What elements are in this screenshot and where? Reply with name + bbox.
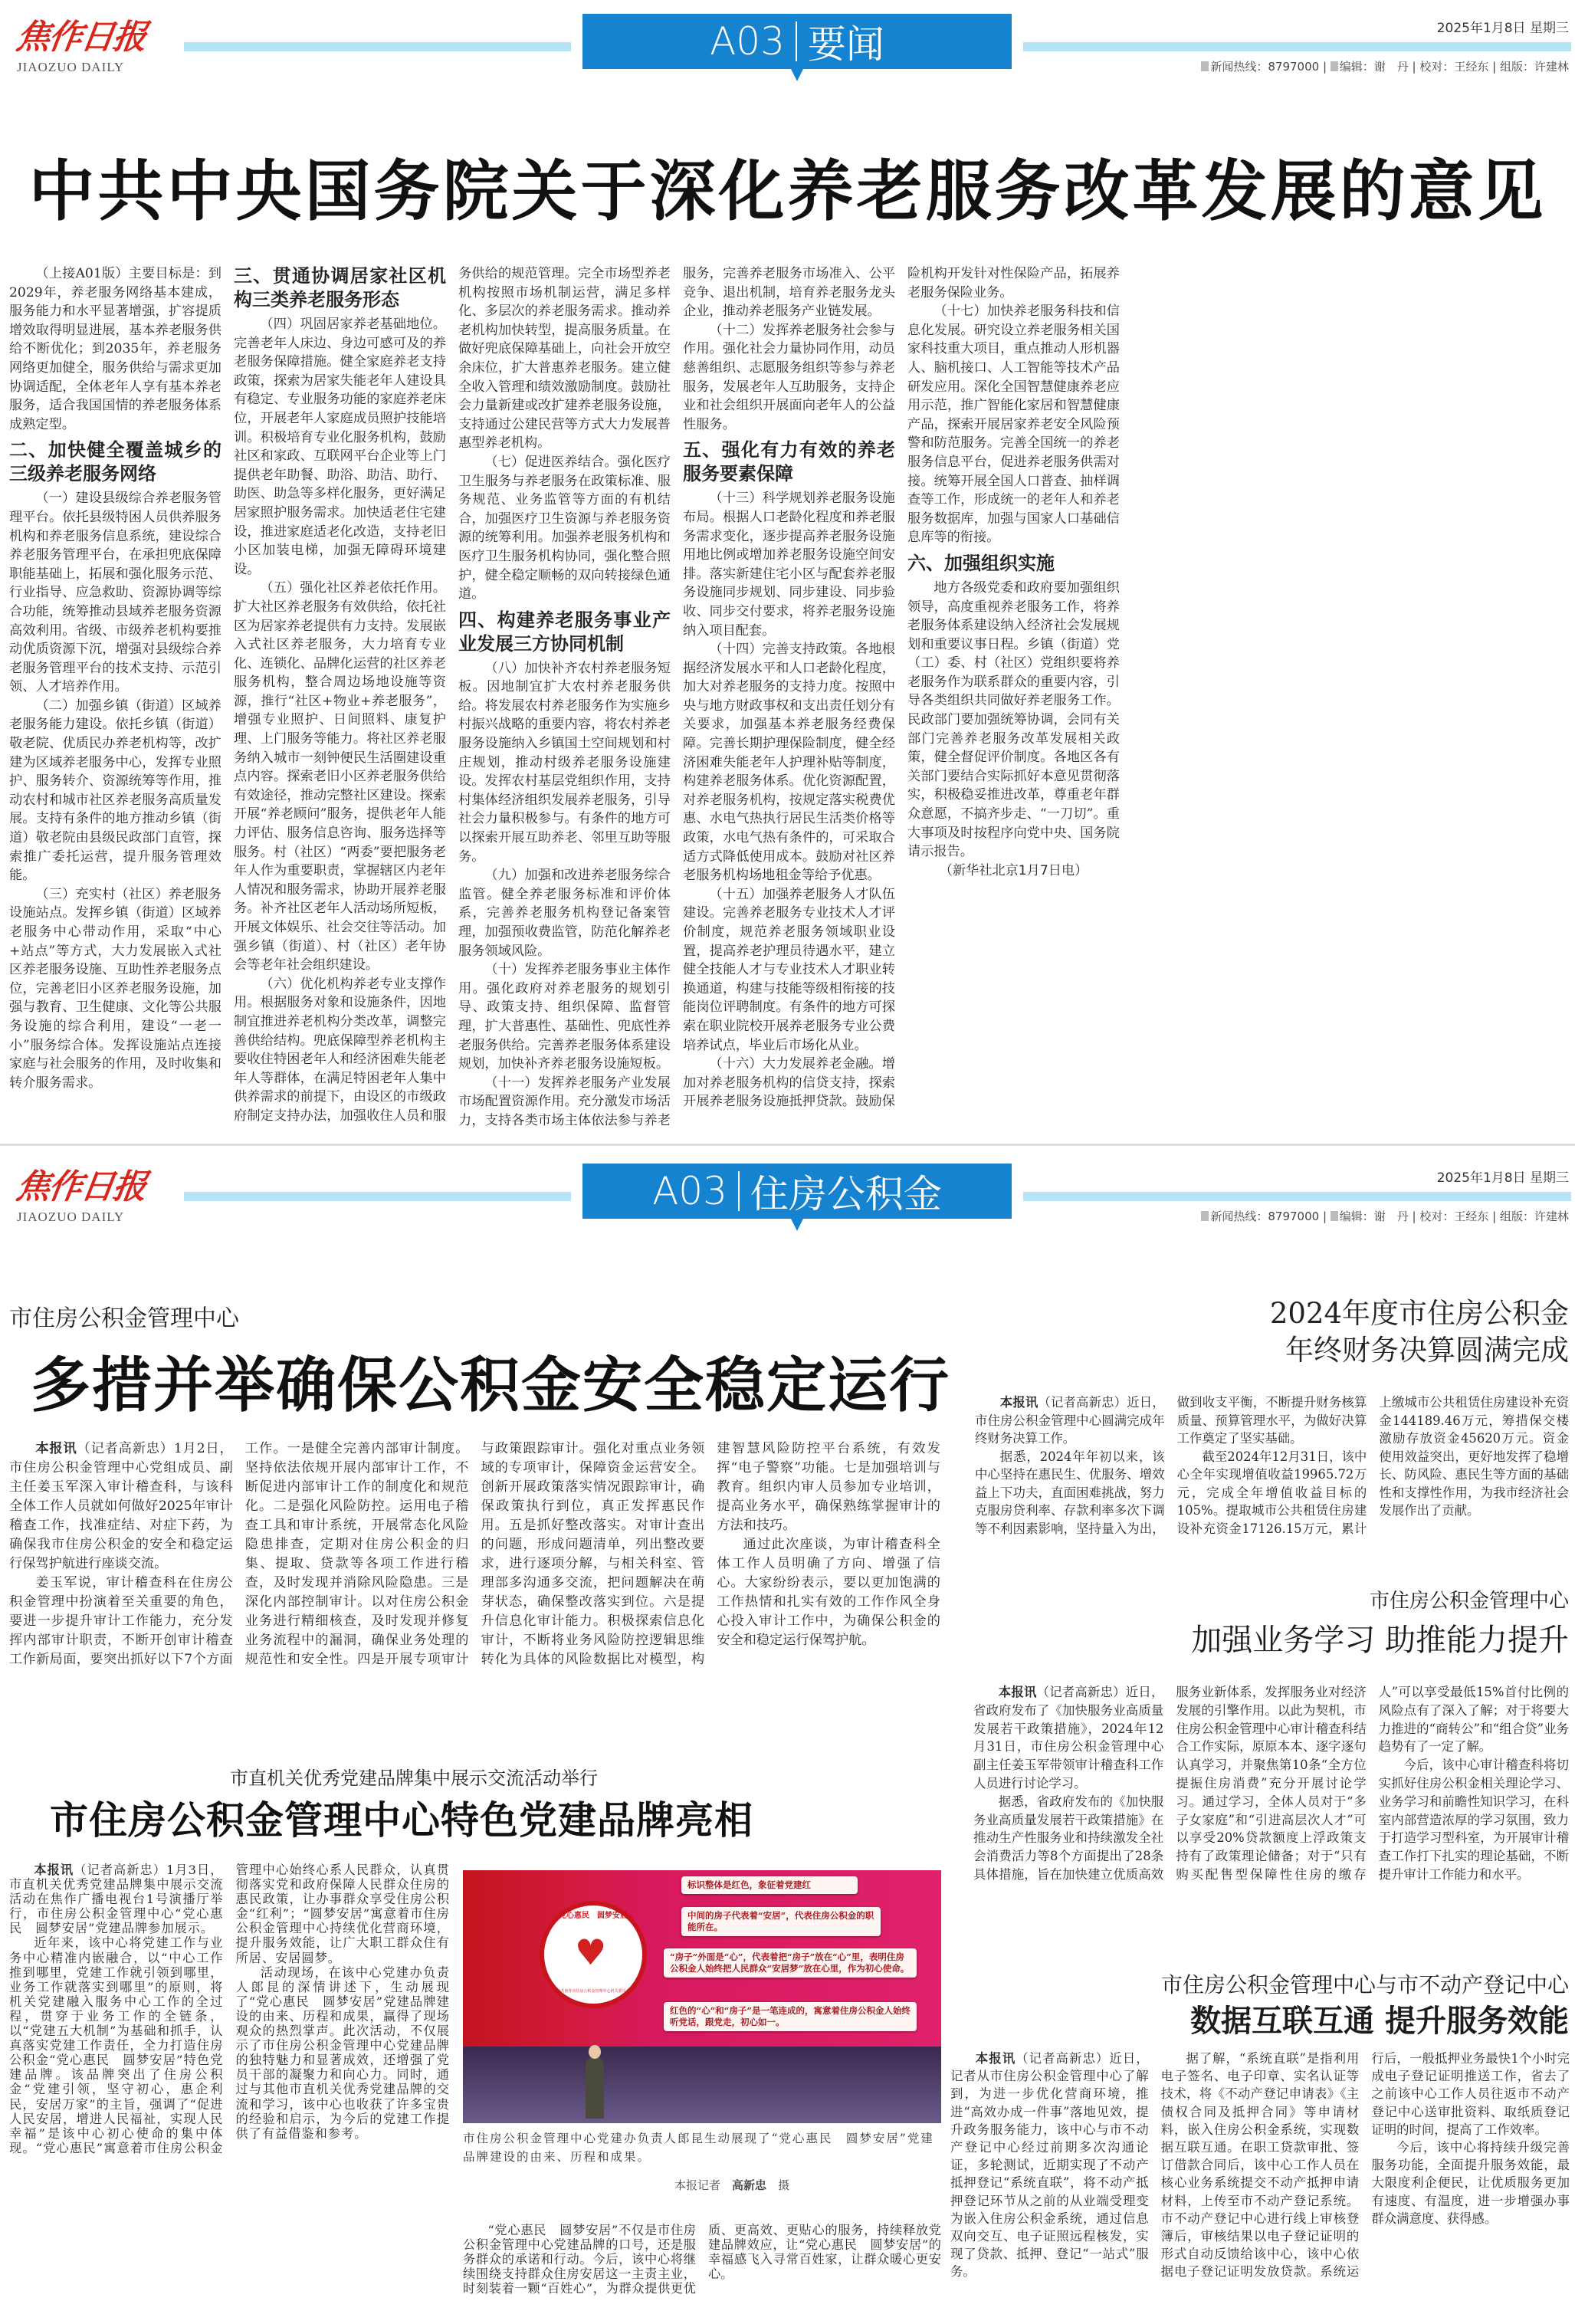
heart-house-icon: ♥: [575, 1932, 607, 1973]
newspaper-logo: 焦作日报 JIAOZUO DAILY: [13, 18, 148, 74]
paragraph: （四）巩固居家养老基础地位。完善老年人床边、身边可感可及的养老服务保障措施。健全家庭养老支持政策，探索为居家失能老年人建设具有稳定、专业服务功能的家庭养老床位，开展老年人家庭成员照护技能培训。积极培育专业化服务机构，鼓励社区和家政、互联网平台企业等上门提供老年助餐、助浴、助洁、助行、助医、助急等多样化服务，更好满足居家照护服务需求。加快适老住宅建设，推进家庭适老化改造，支持老旧小区加装电梯，加强无障碍环境建设。: [234, 317, 446, 577]
article-body: 本报讯（记者高新忠）近日，市住房公积金管理中心圆满完成年终财务决算工作。 据悉，2024年年初以来，该中心坚持在惠民生、优服务、增效益上下功夫，直面困难挑战，努力克服房贷利率、存款利率多次下调等不利因素影响，坚持量入为出，做到收支平衡，不断提升财务核算质量、预算管理水平，为做好决算工作奠定了坚实基础。 截至2024年12月31日，该中心全年实现增值收益19965.72万元，完成全年增值收益目标的105%。提取城市公共租赁住房建设补充资金17126.15万元，累计上缴城市公共租赁住房建设补充资金144189.46万元，筹措保交楼激励存放资金45620万元。资金使用效益突出，更好地发挥了稳增长、防风险、惠民生等方面的基础性和支撑性作用，为我市经济社会发展作出了贡献。: [975, 1395, 1569, 1536]
article-kicker: 市住房公积金管理中心与市不动产登记中心: [1160, 1972, 1569, 1997]
paragraph: （十）发挥养老服务事业主体作用。强化政府对养老服务的规划引导、政策支持、组织保障、监督管理，扩大普惠性、基础性、兜底性养老服务供给。完善养老服务体系建设规划，加快补齐养老服务设施短板。: [458, 962, 671, 1072]
newspaper-logo: 焦作日报 JIAOZUO DAILY: [13, 1167, 148, 1224]
paragraph: （十六）大力发展养老金融。增加对养老服务机构的信贷支持，探索开展养老服务设施抵押贷款。鼓励保险机构开发针对性保险产品，拓展养老服务保险业务。: [683, 266, 1120, 1110]
photo-caption: 市住房公积金管理中心党建办负责人郎昆生动展现了“党心惠民 圆梦安居”党建品牌建设的由来、历程和成果。: [463, 2132, 934, 2164]
paragraph: （一）建设县级综合养老服务管理平台。依托县级特困人员供养服务机构和养老服务信息系统，建设综合养老服务管理平台，在承担兜底保障职能基础上，拓展和强化服务示范、行业指导、应急救助、资源协调等综合功能，统筹推动县域养老服务资源高效利用。省级、市级养老机构要推动优质资源下沉，增强对县级综合养老服务管理平台的技术支持、示范引领、人才培养作用。: [9, 491, 221, 695]
speaker-figure: [586, 2057, 604, 2119]
article-body: 本报讯（记者高新忠）近日，记者从市住房公积金管理中心了解到，为进一步优化营商环境，推进“高效办成一件事”落地见效，提升政务服务能力，该中心与市不动产登记中心经过前期多次沟通论证，多轮测试，近期实现了不动产抵押登记“系统直联”，将不动产抵押登记环节从之前的从业端受理变为嵌入住房公积金系统，通过信息双向交互、电子证照远程核发，实现了贷款、抵押、登记“一站式”服务。 据了解，“系统直联”是指利用电子签名、电子印章、实名认证等技术，将《不动产登记申请表》《主债权合同及抵押合同》等申请材料，嵌入住房公积金系统，实现数据互联互通。在职工贷款审批、签订借款合同后，该中心工作人员在核心业务系统提交不动产抵押申请材料，上传至市不动产登记系统。市不动产登记中心进行线上审核登簿后，审核结果以电子登记证明的形式自动反馈给该中心，该中心依据电子登记证明发放贷款。系统运行后，一般抵押业务最快1个小时完成电子登记证明推送工作，省去了之前该中心工作人员往返市不动产登记中心送审批资料、取纸质登记证明的时间，提高了工作效率。 今后，该中心将持续升级完善服务功能，全面提升服务效能，最大限度利企便民，让优质服务更加有速度、有温度，进一步增强办事群众满意度、获得感。: [950, 2051, 1570, 2280]
party-brand-logo: 党心惠民 圆梦安居 ♥ 中共焦作市住房公积金管理中心机关委员会: [540, 1901, 647, 2008]
paragraph: （上接A01版）主要目标是：到2029年，养老服务网络基本建成，服务能力和水平显著增强，扩容提质增效取得明显进展，基本养老服务供给不断优化；到2035年，养老服务网络更加健全，服务供给与需求更加协调适配，全体老年人享有基本养老服务，适合我国国情的养老服务体系成熟定型。: [9, 266, 221, 432]
section-heading: 三、贯通协调居家社区机构三类养老服务形态: [234, 265, 446, 310]
paragraph: （三）充实村（社区）养老服务设施站点。发挥乡镇（街道）区域养老服务中心带动作用，采取“中心+站点”等方式，大力发展嵌入式社区养老服务设施、互助性养老服务点位，完善老旧小区养老服务设施，加强与教育、卫生健康、文化等公共服务设施的综合利用，建设“一老一小”服务综合体。发挥设施站点连接家庭与社会服务的作用，及时收集和转介服务需求。: [9, 886, 221, 1091]
article-kicker: 市住房公积金管理中心: [9, 1305, 239, 1332]
header-rule: [184, 1192, 571, 1201]
paragraph: （十四）完善支持政策。各地根据经济发展水平和人口老龄化程度，加大对养老服务的支持力度。按照中央与地方财政事权和支出责任划分有关要求，加强基本养老服务经费保障。完善长期护理保险制度，健全经济困难失能老年人护理补贴等制度，构建养老服务体系。优化资源配置，对养老服务机构，按规定落实税费优惠、水电气热执行居民生活类价格等政策，水电气热有条件的，可采取合适方式降低使用成本。鼓励对社区养老服务机构场地租金等给予优惠。: [683, 642, 895, 884]
paragraph: （五）强化社区养老依托作用。扩大社区养老服务有效供给，依托社区为居家养老提供有力支持。发展嵌入式社区养老服务，大力培育专业化、连锁化、品牌化运营的社区养老服务机构，整合周边场地设施等资源，推行“社区+物业+养老服务”，增强专业照护、日间照料、康复护理、上门服务等能力。将社区养老服务纳入城市一刻钟便民生活圈建设重点内容。探索老旧小区养老服务供给有效途径，推动完整社区建设。探索开展“养老顾问”服务，提供老年人能力评估、服务信息咨询、服务选择等服务。村（社区）“两委”要把服务老年人作为重要职责，掌握辖区内老年人情况和服务需求，协助开展养老服务。补齐社区老年人活动场所短板，开展文体娱乐、社会交往等活动。加强乡镇（街道）、村（社区）老年协会等老年社会组织建设。: [234, 580, 446, 973]
article-body: 本报讯（记者高新忠）1月3日，市直机关优秀党建品牌集中展示交流活动在焦作广播电视台1号演播厅举行，市住房公积金管理中心“党心惠民 圆梦安居”党建品牌参加展示。 近年来，该中心将党建工作与业务中心精准内嵌融合，以“中心工作推到哪里，党建工作就引领到哪里，业务工作就落实到哪里”的原则，将机关党建融入服务中心工作的全过程，贯穿于业务工作的全链条，以“党建五大机制”为基础和抓手，认真落实党建工作责任，全力打造住房公积金“党心惠民 圆梦安居”特色党建品牌。该品牌突出了住房公积金“党建引领，坚守初心，惠企利民，安居万家”的主旨，强调了“促进人民安居，增进人民福祉，实现人民幸福”是该中心初心使命的集中体现。“党心惠民”寓意着市住房公积金管理中心始终心系人民群众，认真贯彻落实党和政府保障人民群众住房的惠民政策，让办事群众享受住房公积金“红利”；“圆梦安居”寓意着市住房公积金管理中心持续优化营商环境，提升服务效能，让广大职工群众住有所居、安居圆梦。 活动现场，在该中心党建办负责人郎昆的深情讲述下，生动展现了“党心惠民 圆梦安居”党建品牌建设的由来、历程和成果，赢得了现场观众的热烈掌声。此次活动，不仅展示了市住房公积金管理中心党建品牌的独特魅力和显著成效，还增强了党员干部的凝聚力和向心力。同时，通过与其他市直机关优秀党建品牌的交流和学习，该中心也收获了许多宝贵的经验和启示，为今后的党建工作提供了有益借鉴和参考。: [9, 1863, 450, 2155]
issue-date: 2025年1月8日 星期三: [1436, 21, 1569, 36]
dateline: （新华社北京1月7日电）: [939, 862, 1088, 878]
article-headline: 加强业务学习 助推能力提升: [1191, 1623, 1569, 1658]
section-heading: 二、加快健全覆盖城乡的三级养老服务网络: [9, 439, 221, 485]
article-body: 本报讯（记者高新忠）1月2日，市住房公积金管理中心党组成员、副主任姜玉军深入审计稽查科，与该科全体工作人员就如何做好2025年审计稽查工作，找准症结、对症下药，为确保我市住房公积金的安全和稳定运行保驾护航进行座谈交流。 姜玉军说，审计稽查科在住房公积金管理中扮演着至关重要的角色，要进一步提升审计工作能力，充分发挥内部审计职责，不断开创审计稽查工作新局面，要突出抓好以下7个方面工作。一是健全完善内部审计制度。坚持依法依规开展内部审计工作，不断促进内部审计工作的制度化和规范化。二是强化风险防控。运用电子稽查工具和审计系统，开展常态化风险隐患排查，定期对住房公积金的归集、提取、贷款等各项工作进行稽查，及时发现并消除风险隐患。三是深化内部控制审计。以对住房公积金业务进行精细核查，及时发现并修复业务流程中的漏洞，确保业务处理的规范性和安全性。四是开展专项审计与政策跟踪审计。强化对重点业务领域的专项审计，保障资金运营安全。创新开展政策落实情况跟踪审计，确保政策执行到位，真正发挥惠民作用。五是抓好整改落实。对审计查出的问题，形成问题清单，列出整改要求，进行逐项分解，与相关科室、管理部多沟通多交流，把问题解决在萌芽状态，确保整改落实到位。六是提升信息化审计能力。积极探索信息化审计，不断将业务风险防控逻辑思维转化为具体的风险数据比对模型，构建智慧风险防控平台系统，有效发挥“电子警察”功能。七是加强培训与教育。组织内审人员参加专业培训，提高业务水平，确保熟练掌握审计的方法和技巧。 通过此次座谈，为审计稽查科全体工作人员明确了方向、增强了信心。大家纷纷表示，要以更加饱满的工作热情和扎实有效的工作作风全身心投入审计工作中，为确保公积金的安全和稳定运行保驾护航。: [9, 1441, 940, 1667]
header-rule: [184, 42, 571, 51]
page-headline: 中共中央国务院关于深化养老服务改革发展的意见: [28, 153, 1547, 230]
paragraph: （十五）加强养老服务人才队伍建设。完善养老服务专业技术人才评价制度，规范养老服务领域职业设置，提高养老护理员待遇水平，建立健全技能人才与专业技术人才职业转换通道，构建与技能等级相衔接的技能岗位评聘制度。有条件的地方可探索在职业院校开展养老服务专业公费培养试点，毕业后市场化从业。: [683, 886, 895, 1053]
page-divider: [0, 1144, 1575, 1146]
issue-date: 2025年1月8日 星期三: [1436, 1170, 1569, 1186]
section-tag: A03 住房公积金: [582, 1164, 1012, 1219]
paragraph: 地方各级党委和政府要加强组织领导，高度重视养老服务工作，将养老服务体系建设纳入经济社会发展规划和重要议事日程。乡镇（街道）党（工）委、村（社区）党组织要将养老服务作为联系群众的重要内容，引导各类组织共同做好养老服务工作。民政部门要加强统筹协调，会同有关部门完善养老服务改革发展相关政策，健全督促评价制度。各地区各有关部门要结合实际抓好本意见贯彻落实，积极稳妥推进改革，尊重老年群众意愿，不搞齐步走、“一刀切”。重大事项及时按程序向党中央、国务院请示报告。: [907, 579, 1120, 860]
paragraph: （十七）加快养老服务科技和信息化发展。研究设立养老服务相关国家科技重大项目，重点推动人形机器人、脑机接口、人工智能等技术产品研发应用。深化全国智慧健康养老应用示范，推广智能化家居和智慧健康产品，探索开展居家养老安全风险预警和防范服务。完善全国统一的养老服务信息平台，促进养老服务供需对接。统筹开展全国人口普查、抽样调查等工作，形成统一的老年人和养老服务数据库，加强与国家人口基础信息库等的衔接。: [907, 304, 1120, 546]
paragraph: （九）加强和改进养老服务综合监管。健全养老服务标准和评价体系，完善养老服务机构登记备案管理，加强预收费监管，防范化解养老服务领域风险。: [458, 868, 671, 959]
article-headline: 多措并举确保公积金安全稳定运行: [31, 1351, 951, 1420]
paragraph: （十二）发挥养老服务社会参与作用。强化社会力量协同作用，动员慈善组织、志愿服务组织等参与养老服务，发展老年人互助服务，支持企业和社会组织开展面向老年人的公益性服务。: [683, 322, 895, 432]
page-header-yaowen: [0, 0, 1575, 84]
article-headline: 2024年度市住房公积金 年终财务决算圆满完成: [1269, 1297, 1569, 1367]
paragraph: （十三）科学规划养老服务设施布局。根据人口老龄化程度和养老服务需求变化，逐步提高养老服务设施用地比例或增加养老服务设施空间安排。落实新建住宅小区与配套养老服务设施同步规划、同步建设、同步验收、同步交付要求，将养老服务设施纳入项目配套。: [683, 491, 895, 638]
article-body: 本报讯（记者高新忠）近日，省政府发布了《加快服务业高质量发展若干政策措施》，2024年12月31日，市住房公积金管理中心副主任姜玉军带领审计稽查科工作人员进行讨论学习。 据悉，省政府发布的《加快服务业高质量发展若干政策措施》在推动生产性服务业和持续激发全社会消费活力等8个方面提出了28条具体措施，旨在加快建立优质高效服务业新体系，发挥服务业对经济发展的引擎作用。以此为契机，市住房公积金管理中心审计稽查科结合工作实际，原原本本、逐字逐句认真学习，并聚焦第10条“全方位提振住房消费”充分开展讨论学习。通过学习，全体人员对于“多子女家庭”和“引进高层次人才”可以享受20%贷款额度上浮政策支持有了政策理论储备；对于“只有购买配售型保障性住房的缴存人”可以享受最低15%首付比例的风险点有了深入了解；对于将要大力推进的“商转公”和“组合贷”业务趋势有了一定了解。 今后，该中心审计稽查科将切实抓好住房公积金相关理论学习、业务学习和前瞻性知识学习，在科室内部营造浓厚的学习氛围，致力于打造学习型科室，为开展审计稽查工作打下扎实的理论基础，不断提升审计工作能力和水平。: [973, 1685, 1569, 1882]
photo-credit: 本报记者 高新忠 摄: [674, 2178, 790, 2192]
event-photo: 党心惠民 圆梦安居 ♥ 中共焦作市住房公积金管理中心机关委员会 标识整体是红色，象征着党建红 中间的房子代表着“安居”，代表住房公积金的职能所在。 “房子”外面是“心”，代表着把“房子”放在“心”里，表明住房公积金人始终把人民群众“安居梦”放在心里，作为初心使命。 红色的“心”和“房子”是一笔连成的，寓意着住房公积金人始终听党话，跟党走，初心如一。: [463, 1870, 941, 2123]
section-heading: 五、强化有力有效的养老服务要素保障: [683, 439, 895, 485]
article-kicker: 市直机关优秀党建品牌集中展示交流活动举行: [230, 1768, 598, 1789]
article-headline: 数据互联互通 提升服务效能: [1190, 2003, 1569, 2039]
paragraph: （七）促进医养结合。强化医疗卫生服务与养老服务在政策标准、服务规范、业务监管等方面的有机结合，加强医疗卫生资源与养老服务资源的统筹利用。加强养老服务机构和医疗卫生服务机构协同，强化整合照护，健全稳定顺畅的双向转接绿色通道。: [458, 454, 671, 602]
article-body-elderly-care: [9, 264, 1569, 1142]
article-headline: 市住房公积金管理中心特色党建品牌亮相: [50, 1797, 753, 1843]
article-kicker: 市住房公积金管理中心: [1369, 1590, 1569, 1613]
header-rule: [1023, 1192, 1571, 1201]
section-tag: A03 要闻: [582, 14, 1012, 69]
section-heading: 六、加强组织实施: [907, 552, 1055, 574]
paragraph: （八）加快补齐农村养老服务短板。因地制宜扩大农村养老服务供给。将发展农村养老服务作为实施乡村振兴战略的重要内容，将农村养老服务设施纳入乡镇国土空间规划和村庄规划，推动村级养老服务设施建设。发挥农村基层党组织作用，支持村集体经济组织发展养老服务，引导社会力量积极参与。有条件的地方可以探索开展互助养老、邻里互助等服务。: [458, 660, 671, 865]
page-header-housing-fund: [0, 1150, 1575, 1234]
article-body-continued: “党心惠民 圆梦安居”不仅是市住房公积金管理中心党建品牌的口号，还是服务群众的承诺和行动。今后，该中心将继续围绕支持群众住房安居这一主责主业，时刻装着一颗“百姓心”，为群众提供更优质、更高效、更贴心的服务，持续释放党建品牌效应，让“党心惠民 圆梦安居”的幸福感飞入寻常百姓家，让群众暖心更安心。: [463, 2223, 941, 2296]
section-heading: 四、构建养老服务事业产业发展三方协同机制: [458, 609, 671, 655]
paragraph: （二）加强乡镇（街道）区域养老服务能力建设。依托乡镇（街道）敬老院、优质民办养老机构等，改扩建为区域养老服务中心，发挥专业照护、服务转介、资源统筹等作用，推动农村和城市社区养老服务高质量发展。支持有条件的地方推动乡镇（街道）敬老院由县级民政部门直管，探索推广委托运营，提升服务管理效能。: [9, 698, 221, 884]
stage-floor: [463, 2047, 941, 2123]
header-rule: [1023, 42, 1571, 51]
paragraph: （六）优化机构养老专业支撑作用。根据服务对象和设施条件，因地制宜推进养老机构分类改革，调整完善供给结构。兜底保障型养老机构主要收住特困老年人和经济困难失能老年人等群体，在满足特困老年人集中供养需求的前提下，由设区的市级政府制定支持办法，加强收住人员和服务供给的规范管理。完全市场型养老机构按照市场机制运营，满足多样化、多层次的养老服务需求。推动养老机构加快转型，提高服务质量。在做好兜底保障基础上，向社会开放空余床位，扩大普惠养老服务。建立健全收入管理和绩效激励制度。鼓励社会力量新建或改扩建养老服务设施，支持通过公建民营等方式大力发展普惠型养老机构。: [234, 266, 671, 1124]
staff-line: 新闻热线：8797000 | 编辑：谢 丹 | 校对：王经东 | 组版：许建林: [1201, 1208, 1569, 1224]
paragraph: （十一）发挥养老服务产业发展市场配置资源作用。充分激发市场活力，支持各类市场主体依法参与养老服务，完善养老服务市场准入、公平竞争、退出机制，培育养老服务龙头企业，推动养老服务产业链发展。: [458, 266, 895, 1128]
staff-line: 新闻热线：8797000 | 编辑：谢 丹 | 校对：王经东 | 组版：许建林: [1201, 58, 1569, 74]
